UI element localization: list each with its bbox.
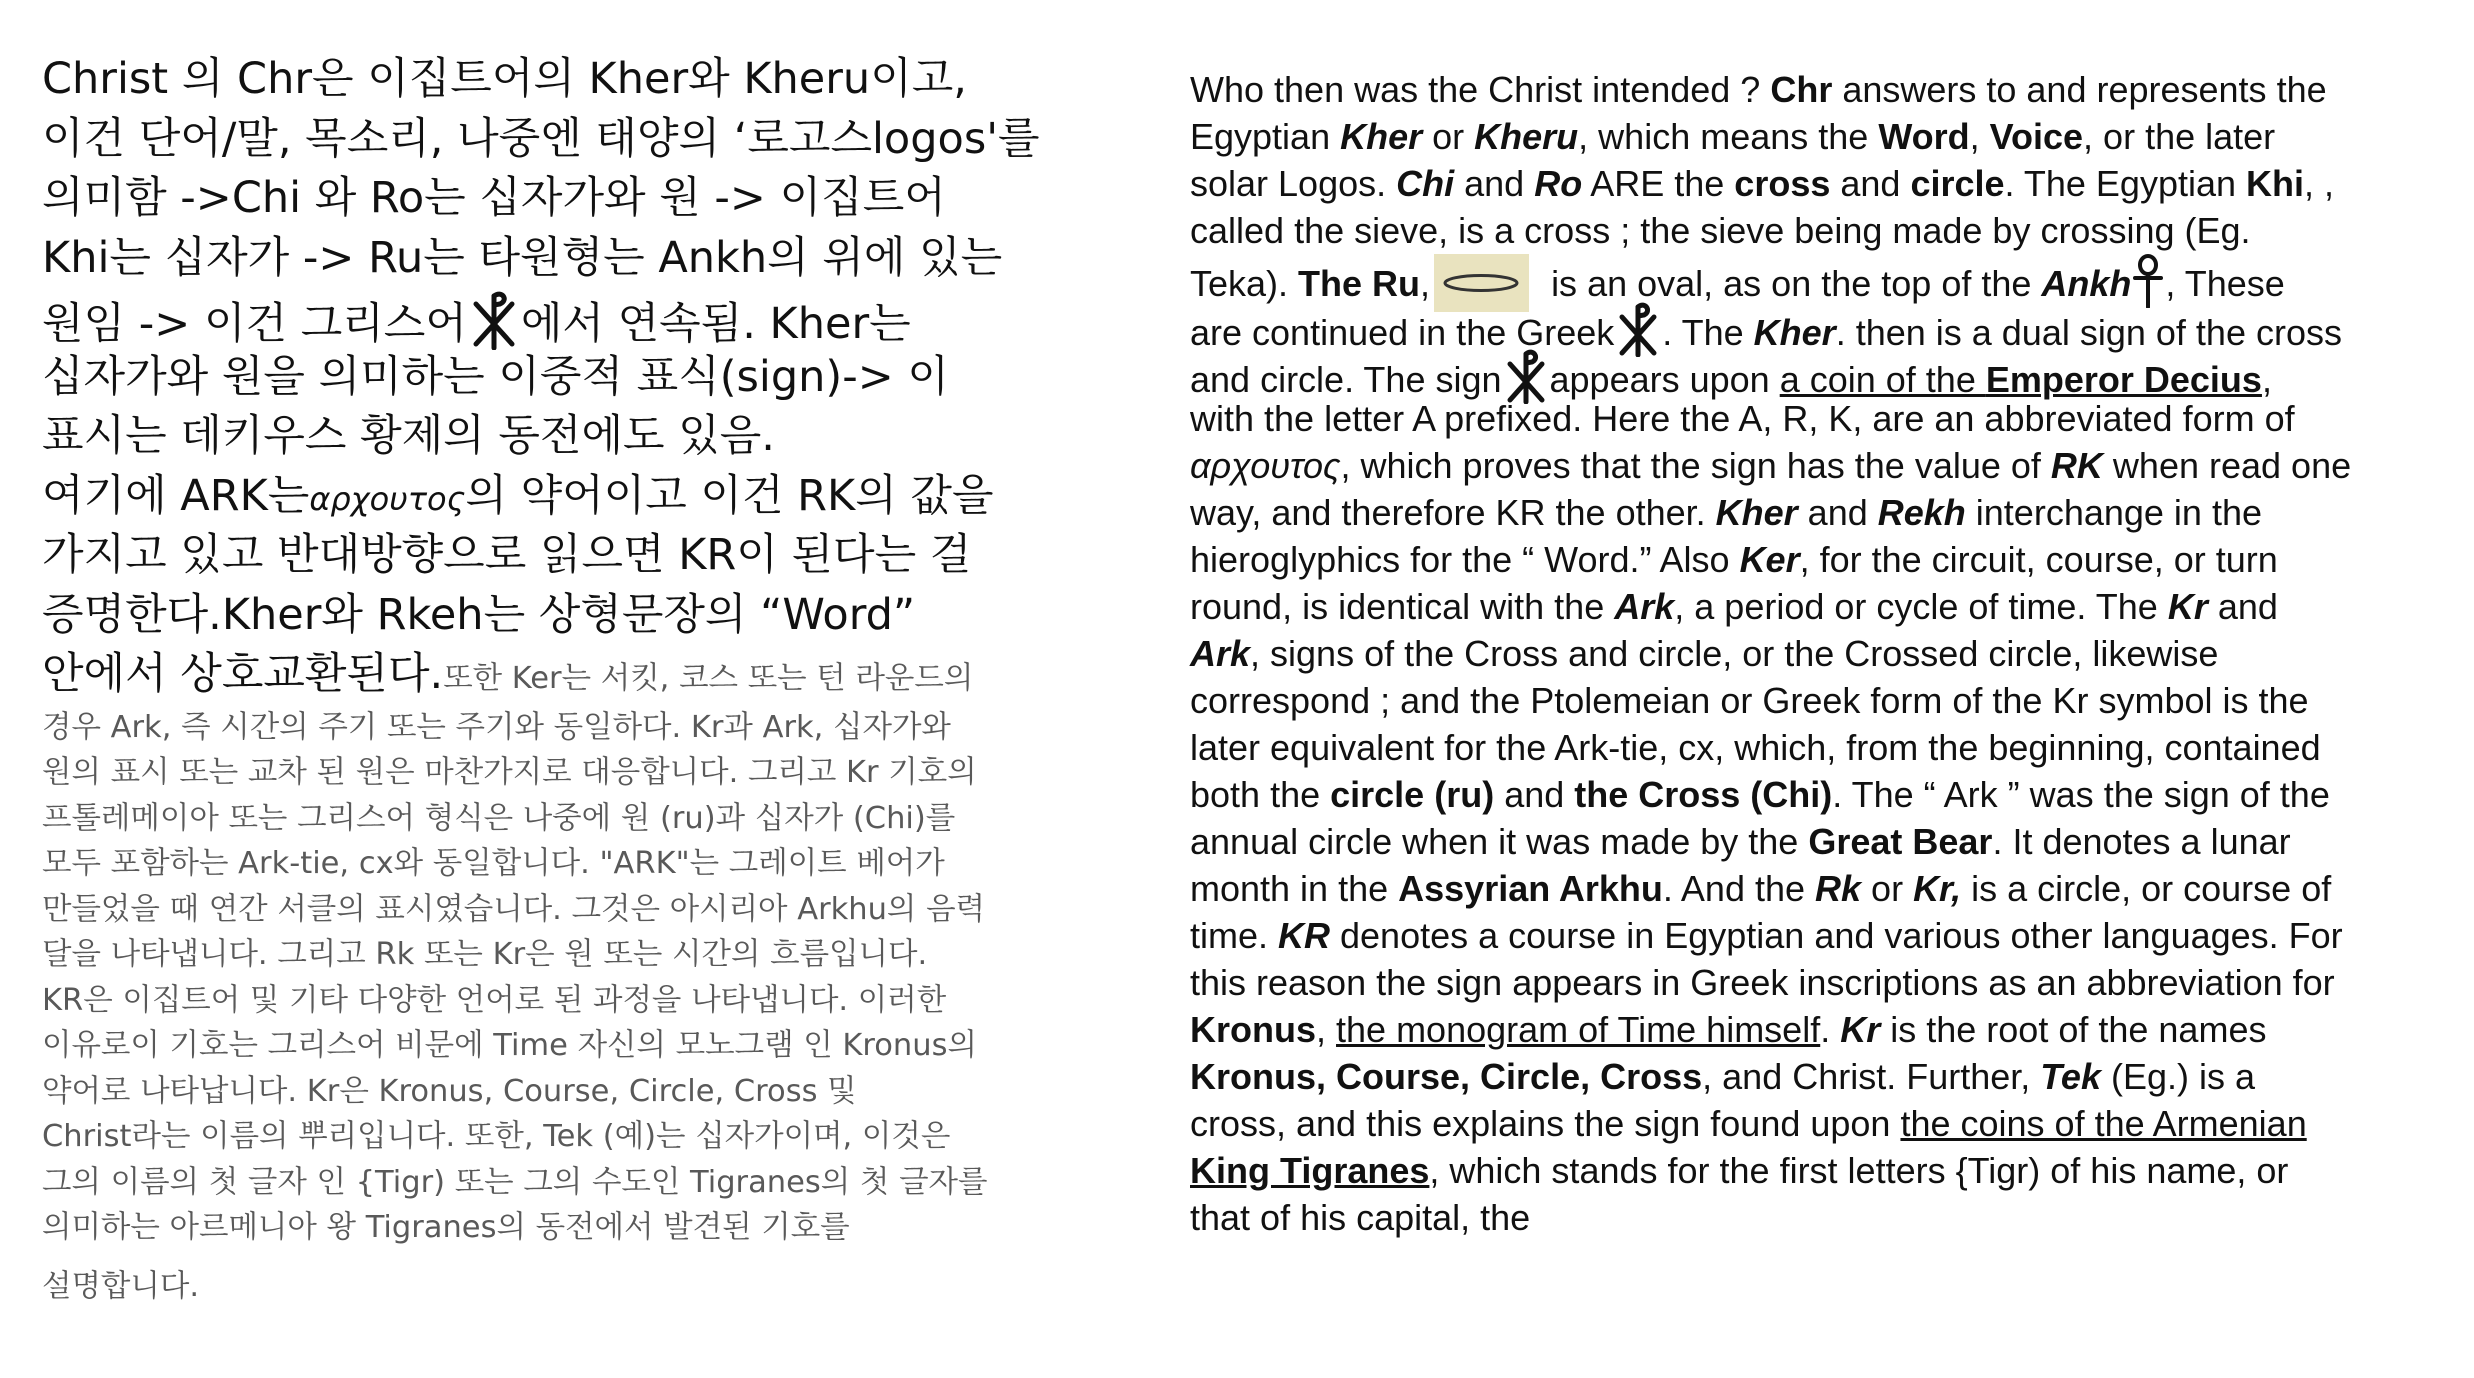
text-bold-italic: Kr bbox=[2167, 586, 2208, 627]
text-bold-italic: Kher bbox=[1715, 492, 1798, 533]
text-bold: Kronus, Course, Circle, Cross bbox=[1190, 1056, 1703, 1097]
text: . then is a dual sign of the cross bbox=[1835, 312, 2342, 353]
korean-line bbox=[42, 288, 1087, 348]
korean-translation bbox=[42, 50, 1087, 1309]
text: a coin of the bbox=[1779, 359, 1986, 400]
text-bold-italic: Ker bbox=[1739, 539, 1800, 580]
text: . It denotes a lunar bbox=[1992, 821, 2291, 862]
korean-text: 안에서 상호교환된다. bbox=[42, 649, 444, 699]
english-line bbox=[1190, 442, 2460, 489]
english-line: this reason the sign appears in Greek inscriptions as an abbreviation for bbox=[1190, 962, 2335, 1003]
english-line: with the letter A prefixed. Here the A, R, K, are an abbreviated form of bbox=[1190, 398, 2295, 439]
korean-text-secondary: 또한 Ker는 서킷, 코스 또는 턴 라운드의 bbox=[443, 661, 974, 696]
underlined-text: the monogram of Time himself bbox=[1336, 1009, 1821, 1050]
english-line bbox=[1190, 818, 2460, 865]
text: Egyptian bbox=[1190, 116, 1341, 157]
greek-word: αρχουτος bbox=[309, 479, 466, 518]
text: month in the bbox=[1190, 868, 1399, 909]
text: and bbox=[1494, 774, 1575, 815]
text-bold: The Ru bbox=[1298, 263, 1421, 304]
text: is the root of the names bbox=[1880, 1009, 2267, 1050]
korean-line: 십자가와 원을 의미하는 이중적 표식(sign)-> 이 bbox=[42, 351, 949, 402]
english-source-text bbox=[1190, 66, 2460, 1241]
text-bold: Great Bear bbox=[1808, 821, 1993, 862]
korean-text: 의 약어이고 이건 RK의 값을 bbox=[465, 470, 994, 521]
english-line: called the sieve, is a cross ; the sieve being made by crossing (Eg. bbox=[1190, 210, 2251, 251]
text-bold-italic: Ankh bbox=[2041, 263, 2132, 304]
text-bold: Word bbox=[1878, 116, 1970, 157]
text: . The “ Ark ” was the sign of the bbox=[1832, 774, 2330, 815]
korean-text: 에서 연속됨. Kher는 bbox=[520, 299, 911, 349]
text: , bbox=[1969, 116, 1990, 157]
english-line bbox=[1190, 160, 2460, 207]
korean-line-secondary: 원의 표시 또는 교차 된 원은 마찬가지로 대응합니다. 그리고 Kr 기호의 bbox=[42, 755, 977, 790]
korean-line bbox=[42, 467, 1087, 527]
text-bold-italic: Rekh bbox=[1877, 492, 1966, 533]
english-line bbox=[1190, 254, 2460, 304]
korean-line-secondary: KR은 이집트어 및 기타 다양한 언어로 된 과정을 나타냅니다. 이러한 bbox=[42, 982, 947, 1018]
text-bold: Kronus bbox=[1190, 1009, 1316, 1050]
text: are continued in the Greek bbox=[1190, 312, 1615, 353]
english-line bbox=[1190, 536, 2460, 583]
text-bold-italic: Kheru bbox=[1474, 116, 1579, 157]
text: or bbox=[1861, 868, 1914, 909]
text: , which proves that the sign has the value of bbox=[1340, 445, 2051, 486]
english-line bbox=[1190, 771, 2460, 818]
text: , for the circuit, course, or turn bbox=[1799, 539, 2278, 580]
text: answers to and represents the bbox=[1832, 69, 2327, 110]
english-line: that of his capital, the bbox=[1190, 1197, 1531, 1238]
underlined-text-bold: King Tigranes bbox=[1190, 1150, 1430, 1191]
korean-line: 증명한다.Kher와 Rkeh는 상형문장의 “Word” bbox=[42, 589, 916, 640]
text-bold: Emperor Decius bbox=[1985, 359, 2262, 400]
text-bold: cross bbox=[1734, 163, 1831, 204]
text: Who then was the Christ intended ? bbox=[1190, 69, 1771, 110]
text: , a period or cycle of time. The bbox=[1674, 586, 2168, 627]
text: solar Logos. bbox=[1190, 163, 1397, 204]
text: , bbox=[1420, 263, 1431, 304]
text-bold: circle (ru) bbox=[1330, 774, 1495, 815]
korean-line bbox=[42, 645, 1087, 705]
text-bold-italic: Kher bbox=[1753, 312, 1836, 353]
korean-line: 표시는 데키우스 황제의 동전에도 있음. bbox=[42, 411, 775, 461]
text: . The bbox=[1662, 312, 1754, 353]
text: is a circle, or course of bbox=[1961, 868, 2332, 909]
korean-line-secondary: 그의 이름의 첫 글자 인 {Tigr) 또는 그의 수도인 Tigranes의 첫 글자를 bbox=[42, 1164, 988, 1200]
text: is an oval, as on the top of the bbox=[1551, 263, 2042, 304]
english-line bbox=[1190, 1147, 2460, 1194]
korean-line: Khi는 십자가 -> Ru는 타원형는 Ankh의 위에 있는 bbox=[42, 232, 1003, 283]
korean-line-secondary: 프톨레메이아 또는 그리스어 형식은 나중에 원 (ru)과 십자가 (Chi)를 bbox=[42, 800, 956, 836]
korean-line: Christ 의 Chr은 이집트어의 Kher와 Kheru이고, bbox=[42, 54, 967, 104]
text: cross, and this explains the sign found upon bbox=[1190, 1103, 1901, 1144]
korean-line-secondary: 달을 나타냅니다. 그리고 Rk 또는 Kr은 원 또는 시간의 흐름입니다. bbox=[42, 937, 928, 972]
text: when read one bbox=[2102, 445, 2352, 486]
english-line bbox=[1190, 1053, 2460, 1100]
korean-line-secondary: 만들었을 때 연간 서클의 표시였습니다. 그것은 아시리아 Arkhu의 음력 bbox=[42, 891, 986, 927]
text: round, is identical with the bbox=[1190, 586, 1615, 627]
underlined-text: the coins of the Armenian bbox=[1900, 1103, 2307, 1144]
text: (Eg.) is a bbox=[2100, 1056, 2256, 1097]
text: . bbox=[1820, 1009, 1841, 1050]
text-bold-italic: Ark bbox=[1614, 586, 1675, 627]
korean-line: 의미함 ->Chi 와 Ro는 십자가와 원 -> 이집트어 bbox=[42, 173, 946, 223]
text: . And the bbox=[1662, 868, 1816, 909]
text: , signs of the Cross and circle, or the Crossed circle, likewise bbox=[1250, 633, 2219, 674]
text-bold: Khi bbox=[2246, 163, 2305, 204]
english-line: correspond ; and the Ptolemeian or Greek form of the Kr symbol is the bbox=[1190, 680, 2309, 721]
text-bold-italic: Tek bbox=[2040, 1056, 2101, 1097]
text-bold-italic: Kr bbox=[1840, 1009, 1881, 1050]
text: , or the later bbox=[2083, 116, 2276, 157]
text-bold-italic: RK bbox=[2050, 445, 2103, 486]
english-line bbox=[1190, 489, 2460, 536]
text: time. bbox=[1190, 915, 1279, 956]
english-line bbox=[1190, 1100, 2460, 1147]
text: . The Egyptian bbox=[2004, 163, 2247, 204]
english-line bbox=[1190, 1006, 2460, 1053]
text: interchange in the bbox=[1965, 492, 2262, 533]
text: hieroglyphics for the “ Word.” Also bbox=[1190, 539, 1740, 580]
text: , bbox=[2261, 359, 2272, 400]
text-bold: the Cross (Chi) bbox=[1574, 774, 1833, 815]
text: and bbox=[1797, 492, 1878, 533]
english-line bbox=[1190, 301, 2460, 353]
english-line bbox=[1190, 348, 2460, 400]
english-line bbox=[1190, 912, 2460, 959]
text: , which stands for the first letters {Tigr) of his name, or bbox=[1429, 1150, 2289, 1191]
text: , and Christ. Further, bbox=[1702, 1056, 2041, 1097]
underlined-text bbox=[1780, 359, 2272, 400]
text-bold-italic: Kher bbox=[1340, 116, 1423, 157]
text: ARE the bbox=[1582, 163, 1735, 204]
korean-line-secondary: 모두 포함하는 Ark-tie, cx와 동일합니다. "ARK"는 그레이트 베어가 bbox=[42, 846, 945, 881]
ru-oval-icon bbox=[1434, 254, 1529, 312]
english-line bbox=[1190, 66, 2460, 113]
korean-line-secondary: 설명합니다. bbox=[42, 1268, 200, 1304]
korean-line: 가지고 있고 반대방향으로 읽으면 KR이 된다는 걸 bbox=[42, 530, 972, 580]
text-bold-italic: Kr, bbox=[1913, 868, 1962, 909]
english-line: later equivalent for the Ark-tie, cx, which, from the beginning, contained bbox=[1190, 727, 2321, 768]
english-line bbox=[1190, 583, 2460, 630]
text: and bbox=[1454, 163, 1535, 204]
text-bold: Chr bbox=[1770, 69, 1833, 110]
greek-word: αρχουτος bbox=[1190, 445, 1341, 486]
text-bold-italic: KR bbox=[1278, 915, 1331, 956]
text: and circle. The sign bbox=[1190, 359, 1502, 400]
text-bold-italic: Ro bbox=[1534, 163, 1583, 204]
english-line bbox=[1190, 630, 2460, 677]
text-bold: circle bbox=[1910, 163, 2005, 204]
korean-line-secondary: 경우 Ark, 즉 시간의 주기 또는 주기와 동일하다. Kr과 Ark, 십자가와 bbox=[42, 709, 951, 745]
text: way, and therefore KR the other. bbox=[1190, 492, 1716, 533]
text-bold-italic: Chi bbox=[1396, 163, 1455, 204]
text: or bbox=[1422, 116, 1475, 157]
text: appears upon bbox=[1549, 359, 1780, 400]
text-bold: Assyrian Arkhu bbox=[1398, 868, 1663, 909]
korean-line-secondary: 의미하는 아르메니아 왕 Tigranes의 동전에서 발견된 기호를 bbox=[42, 1210, 850, 1245]
text: both the bbox=[1190, 774, 1331, 815]
text: , bbox=[1316, 1009, 1337, 1050]
english-line bbox=[1190, 113, 2460, 160]
korean-text: 원임 -> 이건 그리스어 bbox=[42, 299, 467, 349]
text-bold-italic: Rk bbox=[1815, 868, 1862, 909]
korean-text: 여기에 ARK는 bbox=[42, 470, 310, 521]
text: , These bbox=[2165, 263, 2285, 304]
text-bold: Voice bbox=[1989, 116, 2084, 157]
text: and bbox=[1830, 163, 1911, 204]
text-bold-italic: Ark bbox=[1190, 633, 1251, 674]
text: denotes a course in Egyptian and various other languages. For bbox=[1330, 915, 2343, 956]
korean-line-secondary: Christ라는 이름의 뿌리입니다. 또한, Tek (예)는 십자가이며, 이것은 bbox=[42, 1119, 951, 1154]
text: , which means the bbox=[1578, 116, 1879, 157]
english-line bbox=[1190, 865, 2460, 912]
korean-line-secondary: 이유로이 기호는 그리스어 비문에 Time 자신의 모노그램 인 Kronus의 bbox=[42, 1028, 977, 1063]
korean-line: 이건 단어/말, 목소리, 나중엔 태양의 ‘로고스logos'를 bbox=[42, 113, 1040, 164]
text: , , bbox=[2304, 163, 2335, 204]
text: annual circle when it was made by the bbox=[1190, 821, 1809, 862]
text: and bbox=[2207, 586, 2278, 627]
korean-line-secondary: 약어로 나타납니다. Kr은 Kronus, Course, Circle, Cross 및 bbox=[42, 1073, 857, 1109]
text: Teka). bbox=[1190, 263, 1299, 304]
